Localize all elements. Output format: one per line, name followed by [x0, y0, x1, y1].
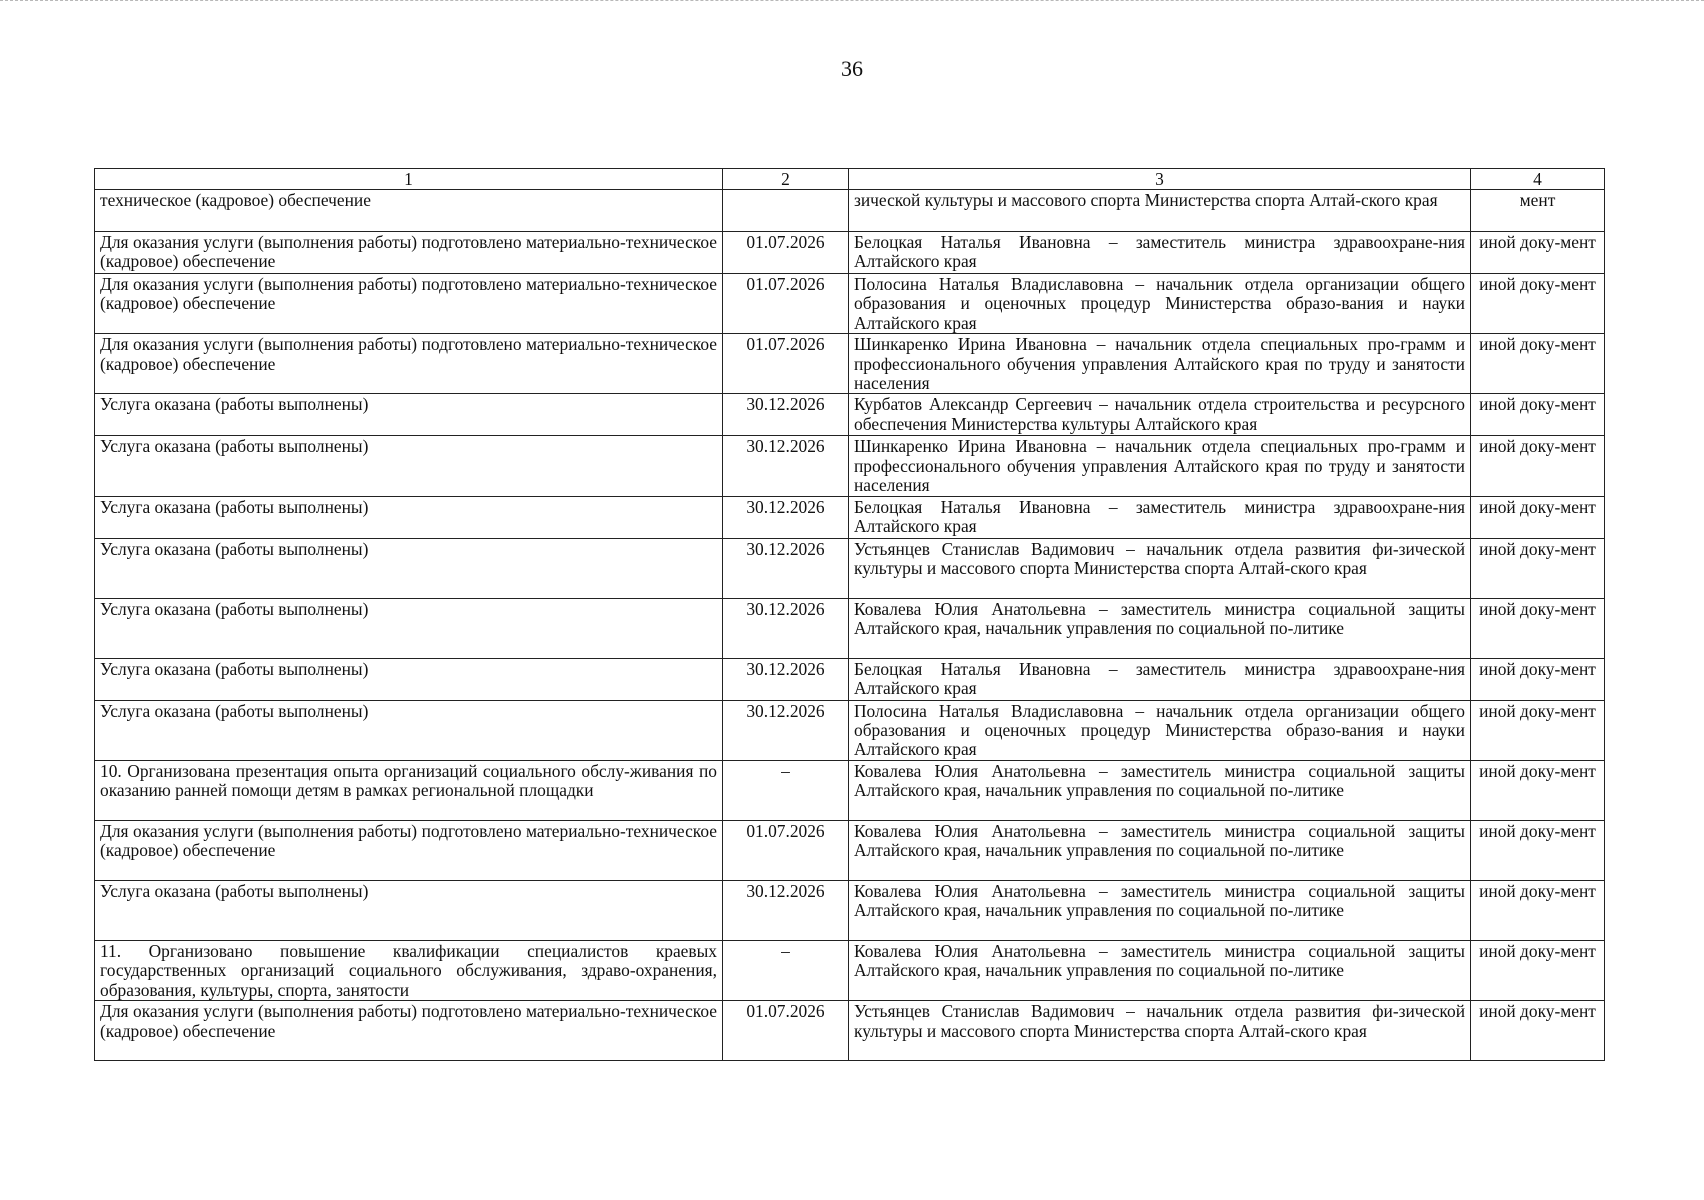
- table-row: [95, 760, 1605, 820]
- cell-col-1: Услуга оказана (работы выполнены): [95, 496, 723, 538]
- page-number: 36: [841, 56, 863, 81]
- cell-col-3: Шинкаренко Ирина Ивановна – начальник отдела специальных про-грамм и профессионального обучения управления Алтайского края по труду и занятости населения: [849, 436, 1471, 496]
- cell-col-3: Устьянцев Станислав Вадимович – начальник отдела развития фи-зической культуры и массового спорта Министерства спорта Алтай-ского края: [849, 1001, 1471, 1061]
- cell-col-1: Для оказания услуги (выполнения работы) подготовлено материально-техническое (кадровое) обеспечение: [95, 820, 723, 880]
- cell-col-2: 30.12.2026: [723, 394, 849, 436]
- cell-col-1: Для оказания услуги (выполнения работы) подготовлено материально-техническое (кадровое) обеспечение: [95, 274, 723, 334]
- table-body: [95, 190, 1605, 1061]
- cell-col-2: 30.12.2026: [723, 436, 849, 496]
- cell-col-1: Услуга оказана (работы выполнены): [95, 598, 723, 658]
- cell-col-2: 30.12.2026: [723, 880, 849, 940]
- scan-edge: [0, 0, 1704, 5]
- cell-col-3: Ковалева Юлия Анатольевна – заместитель министра социальной защиты Алтайского края, начальник управления по социальной по-литике: [849, 760, 1471, 820]
- cell-col-4: иной доку-мент: [1471, 436, 1605, 496]
- cell-col-1: Услуга оказана (работы выполнены): [95, 436, 723, 496]
- table-row: [95, 394, 1605, 436]
- column-header: 1: [95, 169, 723, 190]
- cell-col-2: 30.12.2026: [723, 538, 849, 598]
- cell-col-4: иной доку-мент: [1471, 700, 1605, 760]
- cell-col-3: Белоцкая Наталья Ивановна – заместитель министра здравоохране-ния Алтайского края: [849, 232, 1471, 274]
- cell-col-1: 11. Организовано повышение квалификации специалистов краевых государственных организаций социального обслуживания, здраво-охранения, образования, культуры, спорта, занятости: [95, 940, 723, 1000]
- cell-col-1: Услуга оказана (работы выполнены): [95, 658, 723, 700]
- cell-col-2: 01.07.2026: [723, 274, 849, 334]
- cell-col-4: иной доку-мент: [1471, 394, 1605, 436]
- cell-col-3: Ковалева Юлия Анатольевна – заместитель министра социальной защиты Алтайского края, начальник управления по социальной по-литике: [849, 598, 1471, 658]
- cell-col-3: Ковалева Юлия Анатольевна – заместитель министра социальной защиты Алтайского края, начальник управления по социальной по-литике: [849, 820, 1471, 880]
- cell-col-1: Услуга оказана (работы выполнены): [95, 538, 723, 598]
- cell-col-4: иной доку-мент: [1471, 274, 1605, 334]
- cell-col-3: зической культуры и массового спорта Министерства спорта Алтай-ского края: [849, 190, 1471, 232]
- cell-col-1: 10. Организована презентация опыта организаций социального обслу-живания по оказанию ранней помощи детям в рамках региональной площадки: [95, 760, 723, 820]
- cell-col-2: 30.12.2026: [723, 658, 849, 700]
- cell-col-3: Полосина Наталья Владиславовна – начальник отдела организации общего образования и оценочных процедур Министерства образо-вания и науки Алтайского края: [849, 274, 1471, 334]
- cell-col-2: –: [723, 760, 849, 820]
- column-header: 3: [849, 169, 1471, 190]
- table-row: [95, 820, 1605, 880]
- table-row: [95, 940, 1605, 1000]
- table-row: [95, 700, 1605, 760]
- cell-col-4: иной доку-мент: [1471, 1001, 1605, 1061]
- column-header: 4: [1471, 169, 1605, 190]
- cell-col-4: иной доку-мент: [1471, 598, 1605, 658]
- cell-col-4: иной доку-мент: [1471, 232, 1605, 274]
- cell-col-2: –: [723, 940, 849, 1000]
- cell-col-4: иной доку-мент: [1471, 496, 1605, 538]
- cell-col-3: Ковалева Юлия Анатольевна – заместитель министра социальной защиты Алтайского края, начальник управления по социальной по-литике: [849, 880, 1471, 940]
- cell-col-1: Для оказания услуги (выполнения работы) подготовлено материально-техническое (кадровое) обеспечение: [95, 1001, 723, 1061]
- table-row: [95, 658, 1605, 700]
- cell-col-3: Устьянцев Станислав Вадимович – начальник отдела развития фи-зической культуры и массового спорта Министерства спорта Алтай-ского края: [849, 538, 1471, 598]
- cell-col-4: иной доку-мент: [1471, 880, 1605, 940]
- cell-col-1: Услуга оказана (работы выполнены): [95, 880, 723, 940]
- table-row: [95, 334, 1605, 394]
- cell-col-4: иной доку-мент: [1471, 334, 1605, 394]
- cell-col-1: Услуга оказана (работы выполнены): [95, 700, 723, 760]
- table-row: [95, 232, 1605, 274]
- cell-col-3: Белоцкая Наталья Ивановна – заместитель министра здравоохране-ния Алтайского края: [849, 658, 1471, 700]
- cell-col-4: иной доку-мент: [1471, 820, 1605, 880]
- cell-col-2: 01.07.2026: [723, 334, 849, 394]
- table-row: [95, 538, 1605, 598]
- cell-col-2: [723, 190, 849, 232]
- cell-col-2: 01.07.2026: [723, 232, 849, 274]
- cell-col-2: 30.12.2026: [723, 496, 849, 538]
- cell-col-4: иной доку-мент: [1471, 760, 1605, 820]
- cell-col-3: Курбатов Александр Сергеевич – начальник отдела строительства и ресурсного обеспечения Министерства культуры Алтайского края: [849, 394, 1471, 436]
- cell-col-2: 01.07.2026: [723, 1001, 849, 1061]
- cell-col-2: 30.12.2026: [723, 700, 849, 760]
- table-row: [95, 598, 1605, 658]
- cell-col-3: Ковалева Юлия Анатольевна – заместитель министра социальной защиты Алтайского края, начальник управления по социальной по-литике: [849, 940, 1471, 1000]
- cell-col-1: Для оказания услуги (выполнения работы) подготовлено материально-техническое (кадровое) обеспечение: [95, 334, 723, 394]
- cell-col-1: техническое (кадровое) обеспечение: [95, 190, 723, 232]
- cell-col-1: Для оказания услуги (выполнения работы) подготовлено материально-техническое (кадровое) обеспечение: [95, 232, 723, 274]
- table-row: [95, 1001, 1605, 1061]
- table-row: [95, 274, 1605, 334]
- column-header: 2: [723, 169, 849, 190]
- table-row: [95, 190, 1605, 232]
- cell-col-2: 01.07.2026: [723, 820, 849, 880]
- cell-col-1: Услуга оказана (работы выполнены): [95, 394, 723, 436]
- cell-col-3: Шинкаренко Ирина Ивановна – начальник отдела специальных про-грамм и профессионального обучения управления Алтайского края по труду и занятости населения: [849, 334, 1471, 394]
- cell-col-4: мент: [1471, 190, 1605, 232]
- cell-col-3: Полосина Наталья Владиславовна – начальник отдела организации общего образования и оценочных процедур Министерства образо-вания и науки Алтайского края: [849, 700, 1471, 760]
- table-header-row: [95, 169, 1605, 190]
- cell-col-2: 30.12.2026: [723, 598, 849, 658]
- table-row: [95, 880, 1605, 940]
- table-row: [95, 436, 1605, 496]
- table-row: [95, 496, 1605, 538]
- cell-col-4: иной доку-мент: [1471, 538, 1605, 598]
- document-table: [94, 168, 1605, 1061]
- cell-col-3: Белоцкая Наталья Ивановна – заместитель министра здравоохране-ния Алтайского края: [849, 496, 1471, 538]
- cell-col-4: иной доку-мент: [1471, 658, 1605, 700]
- cell-col-4: иной доку-мент: [1471, 940, 1605, 1000]
